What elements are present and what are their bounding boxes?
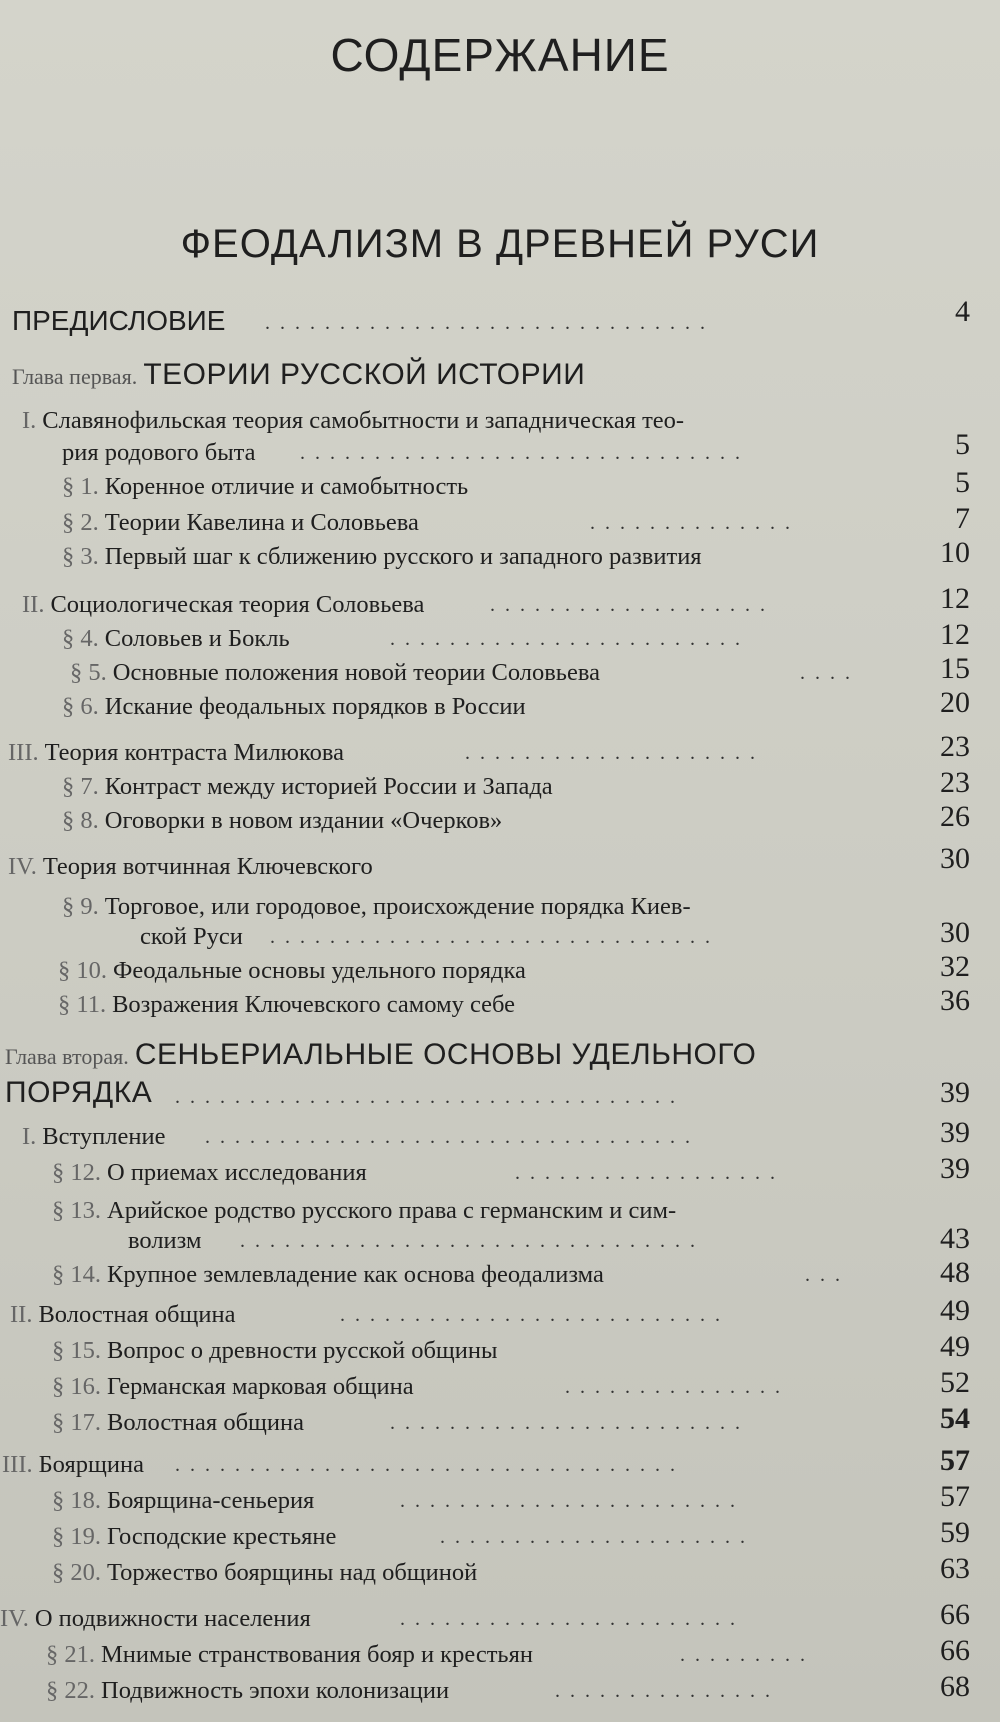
page-number: 30 [940, 842, 970, 875]
page-number: 59 [940, 1516, 970, 1549]
paragraph-title: Боярщина-сеньерия [107, 1487, 315, 1514]
paragraph-title: Господские крестьяне [107, 1523, 337, 1550]
page-number: 26 [940, 800, 970, 833]
dot-leader: .................................. [175, 1086, 685, 1108]
toc-paragraph [52, 1158, 367, 1188]
section-number: I. [22, 1123, 37, 1150]
paragraph-title: О приемах исследования [107, 1159, 367, 1186]
page-number: 43 [940, 1222, 970, 1255]
preface-entry [12, 306, 226, 336]
page-number: 52 [940, 1366, 970, 1399]
dot-leader: ................... [490, 594, 775, 616]
dot-leader: .............................. [270, 926, 720, 948]
paragraph-number: § 15. [52, 1337, 101, 1364]
dot-leader: .......................... [340, 1304, 730, 1326]
paragraph-number: § 22. [46, 1677, 95, 1704]
page-number: 57 [940, 1444, 970, 1477]
page-number: 23 [940, 730, 970, 763]
toc-paragraph [62, 772, 553, 802]
section-title: Теория контраста Милюкова [44, 739, 345, 766]
chapter-heading [12, 360, 585, 392]
dot-leader: .............................. [300, 442, 750, 464]
paragraph-number: § 11. [58, 991, 107, 1018]
section-number: III. [8, 739, 39, 766]
chapter-title: СЕНЬЕРИАЛЬНЫЕ ОСНОВЫ УДЕЛЬНОГО [134, 1038, 757, 1071]
dot-leader: ....................... [400, 1608, 745, 1630]
paragraph-title: Соловьев и Бокль [104, 625, 290, 652]
dot-leader: ..................... [440, 1526, 755, 1548]
paragraph-number: § 5. [70, 659, 107, 686]
toc-paragraph [70, 658, 600, 688]
page-number: 5 [955, 466, 970, 499]
toc-section [8, 738, 344, 768]
page-number: 39 [940, 1152, 970, 1185]
page-number: 23 [940, 766, 970, 799]
section-title: Вступление [42, 1123, 166, 1150]
paragraph-number: § 17. [52, 1409, 101, 1436]
toc-paragraph [58, 956, 526, 986]
dot-leader: ........................ [390, 1412, 750, 1434]
page-number: 36 [940, 984, 970, 1017]
dot-leader: ......... [680, 1644, 815, 1666]
toc-section [2, 1450, 144, 1480]
chapter-label: Глава первая. [12, 364, 138, 389]
preface-page: 4 [955, 295, 970, 328]
contents-heading: СОДЕРЖАНИЕ [330, 29, 670, 81]
toc-paragraph [52, 1260, 604, 1290]
paragraph-title: Крупное землевладение как основа феодализма [107, 1261, 604, 1288]
paragraph-number: § 12. [52, 1159, 101, 1186]
section-title: Волостная община [38, 1301, 236, 1328]
chapter-title-cont: ПОРЯДКА [5, 1076, 153, 1109]
page-number: 7 [955, 502, 970, 535]
dot-leader: ....................... [400, 1490, 745, 1512]
preface-label: ПРЕДИСЛОВИЕ [12, 305, 226, 336]
paragraph-title-cont: ской Руси [140, 923, 243, 950]
toc-section [8, 852, 373, 882]
page-number: 49 [940, 1294, 970, 1327]
chapter-title: ТЕОРИИ РУССКОЙ ИСТОРИИ [143, 358, 586, 391]
toc-paragraph [62, 624, 290, 654]
paragraph-title: Арийское родство русского права с германским и сим- [107, 1197, 677, 1224]
paragraph-number: § 14. [52, 1261, 101, 1288]
page-number: 39 [940, 1116, 970, 1149]
section-title-cont: рия родового быта [62, 439, 256, 466]
page-number: 39 [940, 1076, 970, 1109]
paragraph-title: Коренное отличие и самобытность [104, 473, 469, 500]
toc-paragraph [52, 1196, 676, 1226]
section-title: Славянофильская теория самобытности и западническая тео- [42, 407, 685, 434]
toc-section [22, 406, 684, 436]
paragraph-title: Первый шаг к сближению русского и западного развития [104, 543, 702, 570]
toc-paragraph [62, 542, 702, 572]
toc-paragraph [62, 692, 526, 722]
toc-paragraph [52, 1486, 314, 1516]
paragraph-number: § 19. [52, 1523, 101, 1550]
section-number: IV. [8, 853, 37, 880]
section-title: Социологическая теория Соловьева [50, 591, 425, 618]
dot-leader: ................................. [205, 1126, 700, 1148]
toc-paragraph-cont [140, 922, 243, 952]
paragraph-title: Подвижность эпохи колонизации [101, 1677, 450, 1704]
page-number: 63 [940, 1552, 970, 1585]
paragraph-number: § 16. [52, 1373, 101, 1400]
dot-leader: .............. [590, 512, 800, 534]
dot-leader: .................. [515, 1162, 785, 1184]
section-title: Боярщина [38, 1451, 144, 1478]
section-title: О подвижности населения [34, 1605, 311, 1632]
paragraph-title: Торжество боярщины над общиной [107, 1559, 478, 1586]
paragraph-title: Теории Кавелина и Соловьева [104, 509, 419, 536]
toc-paragraph [46, 1640, 533, 1670]
toc-section [0, 1604, 311, 1634]
toc-paragraph [52, 1408, 304, 1438]
paragraph-title: Возражения Ключевского самому себе [112, 991, 516, 1018]
paragraph-number: § 1. [62, 473, 99, 500]
toc-section [10, 1300, 235, 1330]
page-number: 10 [940, 536, 970, 569]
section-number: II. [22, 591, 45, 618]
toc-section [22, 590, 424, 620]
page-number: 32 [940, 950, 970, 983]
dot-leader: .... [800, 662, 860, 684]
paragraph-number: § 7. [62, 773, 99, 800]
paragraph-title-cont: волизм [128, 1227, 202, 1254]
paragraph-title: Торговое, или городовое, происхождение порядка Киев- [104, 893, 691, 920]
section-title: Теория вотчинная Ключевского [42, 853, 373, 880]
toc-paragraph [52, 1522, 336, 1552]
toc-section [22, 1122, 165, 1152]
paragraph-number: § 8. [62, 807, 99, 834]
toc-paragraph [62, 806, 502, 836]
chapter-heading-cont [5, 1078, 152, 1110]
toc-paragraph [62, 508, 419, 538]
page-number: 68 [940, 1670, 970, 1703]
dot-leader: ............... [555, 1680, 780, 1702]
dot-leader: .................... [465, 742, 765, 764]
page-number: 5 [955, 428, 970, 461]
paragraph-number: § 20. [52, 1559, 101, 1586]
section-number: II. [10, 1301, 33, 1328]
toc-paragraph [52, 1372, 414, 1402]
paragraph-title: Германская марковая община [107, 1373, 414, 1400]
paragraph-number: § 10. [58, 957, 107, 984]
dot-leader: ........................ [390, 628, 750, 650]
paragraph-title: Искание феодальных порядков в России [104, 693, 526, 720]
page-number: 49 [940, 1330, 970, 1363]
page-number: 15 [940, 652, 970, 685]
paragraph-title: Волостная община [107, 1409, 304, 1436]
page-number: 66 [940, 1598, 970, 1631]
toc-paragraph [58, 990, 515, 1020]
paragraph-title: Феодальные основы удельного порядка [113, 957, 526, 984]
dot-leader: .................................. [175, 1454, 685, 1476]
paragraph-number: § 13. [52, 1197, 101, 1224]
dot-leader: ............... [565, 1376, 790, 1398]
page-number: 48 [940, 1256, 970, 1289]
dot-leader: .............................. [265, 312, 715, 334]
chapter-label: Глава вторая. [5, 1044, 129, 1069]
paragraph-number: § 4. [62, 625, 99, 652]
chapter-heading [5, 1040, 756, 1072]
toc-paragraph [52, 1336, 497, 1366]
dot-leader: ............................... [240, 1230, 705, 1252]
toc-paragraph-cont [128, 1226, 202, 1256]
page-number: 12 [940, 582, 970, 615]
page-number: 20 [940, 686, 970, 719]
page-number: 57 [940, 1480, 970, 1513]
toc-paragraph [62, 472, 468, 502]
paragraph-number: § 18. [52, 1487, 101, 1514]
paragraph-title: Мнимые странствования бояр и крестьян [101, 1641, 533, 1668]
page-number: 30 [940, 916, 970, 949]
toc-paragraph [46, 1676, 449, 1706]
paragraph-number: § 21. [46, 1641, 95, 1668]
toc-paragraph [52, 1558, 477, 1588]
dot-leader: ... [805, 1264, 850, 1286]
paragraph-title: Оговорки в новом издании «Очерков» [104, 807, 503, 834]
paragraph-number: § 3. [62, 543, 99, 570]
section-number: III. [2, 1451, 33, 1478]
page-number: 12 [940, 618, 970, 651]
section-number: IV. [0, 1605, 29, 1632]
paragraph-title: Вопрос о древности русской общины [107, 1337, 498, 1364]
paragraph-number: § 9. [62, 893, 99, 920]
toc-paragraph [62, 892, 691, 922]
toc-section-cont [62, 438, 256, 468]
book-title: ФЕОДАЛИЗМ В ДРЕВНЕЙ РУСИ [180, 222, 820, 266]
paragraph-number: § 6. [62, 693, 99, 720]
paragraph-title: Контраст между историей России и Запада [104, 773, 553, 800]
paragraph-number: § 2. [62, 509, 99, 536]
paragraph-title: Основные положения новой теории Соловьева [112, 659, 600, 686]
section-number: I. [22, 407, 37, 434]
page-number: 66 [940, 1634, 970, 1667]
page-number: 54 [940, 1402, 970, 1435]
